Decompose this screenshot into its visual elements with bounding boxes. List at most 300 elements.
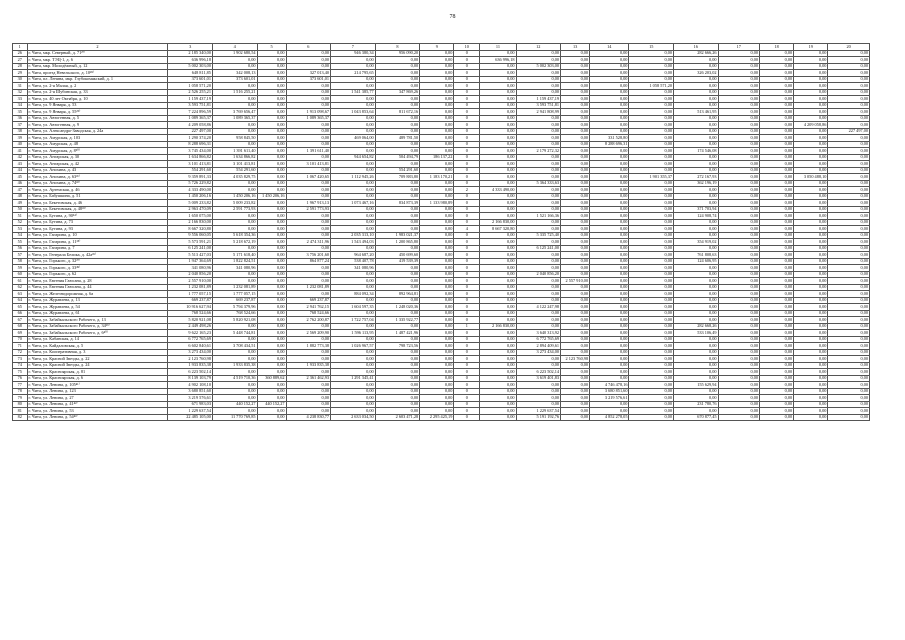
row-number-cell: 26 xyxy=(13,50,28,57)
address-cell: г. Чита, ул. Забайкальского Рабочего, д. 6⁴⁰⁾ xyxy=(27,330,168,337)
value-cell: 0,00 xyxy=(480,206,516,213)
value-cell: 0 xyxy=(454,304,480,311)
value-cell: 0,00 xyxy=(257,343,286,350)
value-cell: 0,00 xyxy=(760,271,794,278)
value-cell: 0 xyxy=(454,395,480,402)
value-cell: 0,00 xyxy=(331,167,376,174)
value-cell: 0,00 xyxy=(794,76,828,83)
value-cell: 0,00 xyxy=(718,323,759,330)
value-cell: 0,00 xyxy=(516,219,561,226)
column-number-cell: 18 xyxy=(760,44,794,51)
value-cell: 554 291,60 xyxy=(212,167,257,174)
column-number-cell: 2 xyxy=(27,44,168,51)
value-cell: 0,00 xyxy=(480,343,516,350)
value-cell: 0,00 xyxy=(718,154,759,161)
value-cell: 0,00 xyxy=(516,50,561,57)
column-number-cell: 1 xyxy=(13,44,28,51)
value-cell: 538 407,78 xyxy=(331,258,376,265)
value-cell: 0,00 xyxy=(828,167,870,174)
value-cell: 5 364 333,63 xyxy=(516,180,561,187)
value-cell: 0,00 xyxy=(590,265,629,272)
value-cell: 341 080,96 xyxy=(168,265,213,272)
value-cell: 0,00 xyxy=(718,369,759,376)
value-cell: 0,00 xyxy=(420,323,454,330)
value-cell: 0,00 xyxy=(629,70,674,77)
value-cell: 0,00 xyxy=(718,83,759,90)
value-cell: 0,00 xyxy=(516,154,561,161)
value-cell: 0,00 xyxy=(516,310,561,317)
value-cell: 1 650 075,00 xyxy=(168,213,213,220)
value-cell: 0 xyxy=(454,239,480,246)
value-cell: 0 xyxy=(454,141,480,148)
value-cell: 0,00 xyxy=(480,375,516,382)
address-cell: г. Чита, мкр. Молодёжный, д. 12 xyxy=(27,63,168,70)
value-cell: 0,00 xyxy=(760,102,794,109)
value-cell: 533 106,49 xyxy=(674,330,719,337)
value-cell: 0,00 xyxy=(629,323,674,330)
value-cell: 0,00 xyxy=(794,63,828,70)
value-cell: 0,00 xyxy=(674,115,719,122)
value-cell: 0,00 xyxy=(257,349,286,356)
value-cell: 636 996,18 xyxy=(480,57,516,64)
address-cell: г. Чита, ул. Бутина, д. 73 xyxy=(27,219,168,226)
value-cell: 0,00 xyxy=(561,226,590,233)
value-cell: 0,00 xyxy=(794,219,828,226)
value-cell: 0,00 xyxy=(718,200,759,207)
value-cell: 0,00 xyxy=(480,278,516,285)
value-cell: 0,00 xyxy=(794,375,828,382)
value-cell: 2 557 910,00 xyxy=(561,278,590,285)
address-cell: г. Чита, ул. 9 Января, д. 53 xyxy=(27,102,168,109)
value-cell: 0,00 xyxy=(718,161,759,168)
value-cell: 0,00 xyxy=(718,362,759,369)
address-cell: г. Чита, ул. Красноярская, д. 6 xyxy=(27,375,168,382)
value-cell: 0,00 xyxy=(828,330,870,337)
value-cell: 0,00 xyxy=(828,96,870,103)
address-cell: г. Чита, ул. Автогенная, д. 5 xyxy=(27,115,168,122)
value-cell: 5 002 303,00 xyxy=(168,63,213,70)
row-number-cell: 79 xyxy=(13,395,28,402)
value-cell: 0,00 xyxy=(561,167,590,174)
value-cell: 0,00 xyxy=(828,219,870,226)
value-cell: 0,00 xyxy=(794,109,828,116)
value-cell: 0,00 xyxy=(561,200,590,207)
value-cell: 0,00 xyxy=(760,70,794,77)
value-cell: 0,00 xyxy=(331,187,376,194)
value-cell: 0,00 xyxy=(590,310,629,317)
value-cell: 0,00 xyxy=(331,349,376,356)
value-cell: 0,00 xyxy=(561,135,590,142)
value-cell: 0,00 xyxy=(760,310,794,317)
value-cell: 8 667 320,80 xyxy=(480,226,516,233)
value-cell: 0,00 xyxy=(480,239,516,246)
value-cell: 0,00 xyxy=(516,382,561,389)
value-cell: 0,00 xyxy=(420,102,454,109)
value-cell: 0,00 xyxy=(375,161,420,168)
value-cell: 0,00 xyxy=(674,271,719,278)
value-cell: 1 391 611,40 xyxy=(286,148,331,155)
value-cell: 0,00 xyxy=(718,310,759,317)
address-cell: г. Чита, ул. Ленина, д. 105⁴¹⁾ xyxy=(27,382,168,389)
value-cell: 0,00 xyxy=(828,109,870,116)
value-cell: 0,00 xyxy=(257,245,286,252)
value-cell: 0,00 xyxy=(718,414,759,421)
value-cell: 1 777 057,15 xyxy=(212,291,257,298)
value-cell: 0,00 xyxy=(480,122,516,129)
value-cell: 0,00 xyxy=(375,187,420,194)
value-cell: 0,00 xyxy=(629,408,674,415)
value-cell: 0,00 xyxy=(629,258,674,265)
value-cell: 0,00 xyxy=(674,336,719,343)
value-cell: 0,00 xyxy=(286,388,331,395)
value-cell: 636 996,18 xyxy=(168,57,213,64)
value-cell: 0,00 xyxy=(828,83,870,90)
value-cell: 0,00 xyxy=(257,356,286,363)
value-cell: 0 xyxy=(454,291,480,298)
value-cell: 0,00 xyxy=(629,206,674,213)
row-number-cell: 53 xyxy=(13,226,28,233)
value-cell: 0,00 xyxy=(516,291,561,298)
column-number-cell: 16 xyxy=(674,44,719,51)
value-cell: 0,00 xyxy=(480,297,516,304)
value-cell: 0,00 xyxy=(718,148,759,155)
value-cell: 0,00 xyxy=(760,297,794,304)
value-cell: 0,00 xyxy=(760,414,794,421)
value-cell: 0,00 xyxy=(375,83,420,90)
address-cell: г. Чита, ул. 40 лет Октября, д. 10 xyxy=(27,96,168,103)
value-cell: 0,00 xyxy=(718,187,759,194)
value-cell: 2 185 340,00 xyxy=(168,50,213,57)
value-cell: 0,00 xyxy=(590,297,629,304)
value-cell: 0,00 xyxy=(828,135,870,142)
value-cell: 1 067 420,65 xyxy=(286,174,331,181)
address-cell: г. Чита, ул. Кооперативная, д. 3 xyxy=(27,349,168,356)
value-cell: 0,00 xyxy=(257,102,286,109)
row-number-cell: 37 xyxy=(13,122,28,129)
value-cell: 4 333 490,00 xyxy=(168,187,213,194)
value-cell: 0,00 xyxy=(590,271,629,278)
value-cell: 155 629,94 xyxy=(674,382,719,389)
value-cell: 1 947 364,69 xyxy=(168,258,213,265)
value-cell: 0,00 xyxy=(629,245,674,252)
value-cell: 0,00 xyxy=(257,148,286,155)
value-cell: 0,00 xyxy=(629,200,674,207)
value-cell: 0,00 xyxy=(828,356,870,363)
value-cell: 0,00 xyxy=(257,50,286,57)
value-cell: 0,00 xyxy=(718,122,759,129)
value-cell: 0,00 xyxy=(420,141,454,148)
value-cell: 0,00 xyxy=(629,141,674,148)
value-cell: 0,00 xyxy=(590,161,629,168)
value-cell: 0,00 xyxy=(480,63,516,70)
value-cell: 0 xyxy=(454,70,480,77)
value-cell: 4 519 710,36 xyxy=(212,375,257,382)
value-cell: 0,00 xyxy=(420,70,454,77)
value-cell: 0,00 xyxy=(331,278,376,285)
address-cell: г. Чита, мкр. Северный, д. 71²⁷⁾ xyxy=(27,50,168,57)
value-cell: 0,00 xyxy=(420,284,454,291)
value-cell: 2 295 425,19 xyxy=(420,414,454,421)
value-cell: 0,00 xyxy=(629,161,674,168)
register-table xyxy=(12,43,870,421)
value-cell: 0 xyxy=(454,213,480,220)
value-cell: 0,00 xyxy=(629,356,674,363)
value-cell: 0,00 xyxy=(794,304,828,311)
value-cell: 0,00 xyxy=(480,310,516,317)
value-cell: 0,00 xyxy=(480,317,516,324)
value-cell: 669 237,87 xyxy=(286,297,331,304)
value-cell: 0,00 xyxy=(257,96,286,103)
value-cell: 0,00 xyxy=(828,271,870,278)
value-cell: 0,00 xyxy=(286,187,331,194)
value-cell: 3 273 434,00 xyxy=(168,349,213,356)
value-cell: 9 359 891,33 xyxy=(168,174,213,181)
value-cell: 0,00 xyxy=(516,317,561,324)
value-cell: 0,00 xyxy=(331,310,376,317)
value-cell: 0,00 xyxy=(674,193,719,200)
row-number-cell: 71 xyxy=(13,343,28,350)
value-cell: 0,00 xyxy=(718,206,759,213)
value-cell: 0,00 xyxy=(718,317,759,324)
value-cell: 0,00 xyxy=(794,278,828,285)
value-cell: 3 708 434,51 xyxy=(212,343,257,350)
value-cell: 6 125 241,00 xyxy=(168,245,213,252)
value-cell: 0 xyxy=(454,369,480,376)
value-cell: 0,00 xyxy=(760,343,794,350)
value-cell: 0,00 xyxy=(420,167,454,174)
value-cell: 0 xyxy=(454,278,480,285)
value-cell: 0,00 xyxy=(516,395,561,402)
value-cell: 0,00 xyxy=(257,323,286,330)
value-cell: 0,00 xyxy=(760,265,794,272)
value-cell: 1 634 866,82 xyxy=(212,154,257,161)
value-cell: 0,00 xyxy=(718,258,759,265)
value-cell: 8 288 696,31 xyxy=(590,141,629,148)
value-cell: 0,00 xyxy=(718,278,759,285)
value-cell: 0,00 xyxy=(257,128,286,135)
value-cell: 0,00 xyxy=(212,128,257,135)
value-cell: 3 640 313,92 xyxy=(516,330,561,337)
value-cell: 0,00 xyxy=(257,388,286,395)
value-cell: 0,00 xyxy=(760,330,794,337)
value-cell: 0,00 xyxy=(561,252,590,259)
value-cell: 0,00 xyxy=(257,187,286,194)
value-cell: 0,00 xyxy=(257,232,286,239)
row-number-cell: 61 xyxy=(13,278,28,285)
value-cell: 0,00 xyxy=(828,323,870,330)
value-cell: 1 902 680,54 xyxy=(212,50,257,57)
value-cell: 0,00 xyxy=(629,369,674,376)
value-cell: 0,00 xyxy=(257,291,286,298)
value-cell: 0,00 xyxy=(212,57,257,64)
row-number-cell: 40 xyxy=(13,141,28,148)
value-cell: 0,00 xyxy=(480,135,516,142)
value-cell: 0,00 xyxy=(257,297,286,304)
value-cell: 0,00 xyxy=(590,76,629,83)
value-cell: 0,00 xyxy=(828,375,870,382)
value-cell: 0,00 xyxy=(480,291,516,298)
value-cell: 6 602 840,61 xyxy=(168,343,213,350)
value-cell: 0,00 xyxy=(794,265,828,272)
value-cell: 4 209 058,86 xyxy=(168,122,213,129)
value-cell: 0,00 xyxy=(375,278,420,285)
address-cell: г. Чита, ул. Забайкальского Рабочего, д. 13 xyxy=(27,317,168,324)
value-cell: 0,00 xyxy=(828,141,870,148)
value-cell: 0,00 xyxy=(286,57,331,64)
value-cell: 0,00 xyxy=(794,187,828,194)
value-cell: 0,00 xyxy=(760,219,794,226)
value-cell: 0,00 xyxy=(590,57,629,64)
value-cell: 0,00 xyxy=(760,122,794,129)
value-cell: 0,00 xyxy=(561,141,590,148)
value-cell: 0,00 xyxy=(794,271,828,278)
value-cell: 0,00 xyxy=(420,375,454,382)
value-cell: 0,00 xyxy=(590,343,629,350)
value-cell: 0,00 xyxy=(375,102,420,109)
value-cell: 0,00 xyxy=(718,291,759,298)
value-cell: 0,00 xyxy=(629,219,674,226)
value-cell: 0,00 xyxy=(331,63,376,70)
value-cell: 0 xyxy=(454,408,480,415)
row-number-cell: 67 xyxy=(13,317,28,324)
value-cell: 1 901 355,37 xyxy=(629,174,674,181)
row-number-cell: 62 xyxy=(13,284,28,291)
value-cell: 0,00 xyxy=(420,369,454,376)
value-cell: 892 964,81 xyxy=(375,291,420,298)
value-cell: 648 811,85 xyxy=(168,70,213,77)
value-cell: 0,00 xyxy=(257,167,286,174)
value-cell: 0,00 xyxy=(718,174,759,181)
row-number-cell: 47 xyxy=(13,187,28,194)
value-cell: 0,00 xyxy=(760,50,794,57)
value-cell: 0,00 xyxy=(828,154,870,161)
value-cell: 0 xyxy=(454,115,480,122)
value-cell: 0,00 xyxy=(629,271,674,278)
value-cell: 0,00 xyxy=(212,122,257,129)
column-number-cell: 13 xyxy=(561,44,590,51)
value-cell: 0 xyxy=(454,148,480,155)
value-cell: 0,00 xyxy=(760,109,794,116)
value-cell: 0,00 xyxy=(828,382,870,389)
value-cell: 124 606,95 xyxy=(674,258,719,265)
value-cell: 0,00 xyxy=(286,154,331,161)
value-cell: 0 xyxy=(454,284,480,291)
value-cell: 0 xyxy=(454,193,480,200)
value-cell: 0,00 xyxy=(257,265,286,272)
value-cell: 5 726 229,82 xyxy=(168,180,213,187)
value-cell: 1 232 081,89 xyxy=(286,284,331,291)
value-cell: 0,00 xyxy=(516,174,561,181)
value-cell: 0,00 xyxy=(760,336,794,343)
value-cell: 0,00 xyxy=(590,362,629,369)
value-cell: 360 889,62 xyxy=(257,375,286,382)
row-number-cell: 31 xyxy=(13,83,28,90)
value-cell: 0,00 xyxy=(828,206,870,213)
value-cell: 0,00 xyxy=(590,401,629,408)
address-cell: г. Чита, ул. Генерала Белика, д. 42а³⁶⁾ xyxy=(27,252,168,259)
value-cell: 0,00 xyxy=(257,414,286,421)
row-number-cell: 77 xyxy=(13,382,28,389)
value-cell: 0,00 xyxy=(480,349,516,356)
value-cell: 0,00 xyxy=(561,401,590,408)
value-cell: 0,00 xyxy=(286,83,331,90)
value-cell: 0,00 xyxy=(375,362,420,369)
value-cell: 0,00 xyxy=(561,193,590,200)
value-cell: 2 xyxy=(454,187,480,194)
value-cell: 6 223 502,14 xyxy=(516,369,561,376)
value-cell: 0,00 xyxy=(794,161,828,168)
value-cell: 0,00 xyxy=(760,258,794,265)
value-cell: 0,00 xyxy=(590,148,629,155)
value-cell: 0,00 xyxy=(375,226,420,233)
value-cell: 0,00 xyxy=(375,310,420,317)
row-number-cell: 51 xyxy=(13,213,28,220)
value-cell: 0,00 xyxy=(286,271,331,278)
value-cell: 0,00 xyxy=(629,115,674,122)
value-cell: 0,00 xyxy=(480,180,516,187)
address-cell: г. Чита, ул. Ленина, д. 27 xyxy=(27,395,168,402)
value-cell: 0,00 xyxy=(760,349,794,356)
value-cell: 0,00 xyxy=(286,356,331,363)
value-cell: 0,00 xyxy=(286,278,331,285)
column-number-cell: 9 xyxy=(420,44,454,51)
row-number-cell: 54 xyxy=(13,232,28,239)
value-cell: 0,00 xyxy=(375,356,420,363)
row-number-cell: 64 xyxy=(13,297,28,304)
value-cell: 0,00 xyxy=(286,349,331,356)
column-number-cell: 15 xyxy=(629,44,674,51)
value-cell: 2 166 830,00 xyxy=(480,323,516,330)
value-cell: 0,00 xyxy=(516,141,561,148)
value-cell: 0,00 xyxy=(480,96,516,103)
value-cell: 0,00 xyxy=(516,252,561,259)
value-cell: 0,00 xyxy=(480,362,516,369)
value-cell: 0,00 xyxy=(480,382,516,389)
address-cell: г. Чита, ул. Гагарина, д. 11³⁵⁾ xyxy=(27,239,168,246)
value-cell: 0,00 xyxy=(420,128,454,135)
value-cell: 0,00 xyxy=(286,180,331,187)
address-cell: г. Чита, ул. Александро-Заводская, д. 24а xyxy=(27,128,168,135)
value-cell: 1 933 835,38 xyxy=(212,362,257,369)
value-cell: 0,00 xyxy=(212,382,257,389)
value-cell: 0,00 xyxy=(590,317,629,324)
value-cell: 0,00 xyxy=(420,395,454,402)
value-cell: 0,00 xyxy=(420,271,454,278)
value-cell: 11 770 769,85 xyxy=(212,414,257,421)
address-cell: г. Чита, ул. Амурская, д. 48 xyxy=(27,141,168,148)
value-cell: 0,00 xyxy=(794,193,828,200)
value-cell: 0,00 xyxy=(629,310,674,317)
value-cell: 0,00 xyxy=(828,395,870,402)
value-cell: 958 845,50 xyxy=(212,135,257,142)
value-cell: 0 xyxy=(454,83,480,90)
value-cell: 0,00 xyxy=(561,50,590,57)
row-number-cell: 75 xyxy=(13,369,28,376)
value-cell: 5 618 354,36 xyxy=(212,232,257,239)
value-cell: 0,00 xyxy=(794,50,828,57)
value-cell: 0,00 xyxy=(590,89,629,96)
value-cell: 0,00 xyxy=(212,408,257,415)
value-cell: 0,00 xyxy=(561,206,590,213)
value-cell: 0,00 xyxy=(629,336,674,343)
value-cell: 1 450 206,16 xyxy=(212,193,257,200)
value-cell: 0,00 xyxy=(286,408,331,415)
value-cell: 761 808,63 xyxy=(674,252,719,259)
value-cell: 0,00 xyxy=(718,401,759,408)
value-cell: 0,00 xyxy=(629,375,674,382)
address-cell: г. Чита, ул. Анохина, д. 63³¹⁾ xyxy=(27,174,168,181)
value-cell: 0,00 xyxy=(561,388,590,395)
